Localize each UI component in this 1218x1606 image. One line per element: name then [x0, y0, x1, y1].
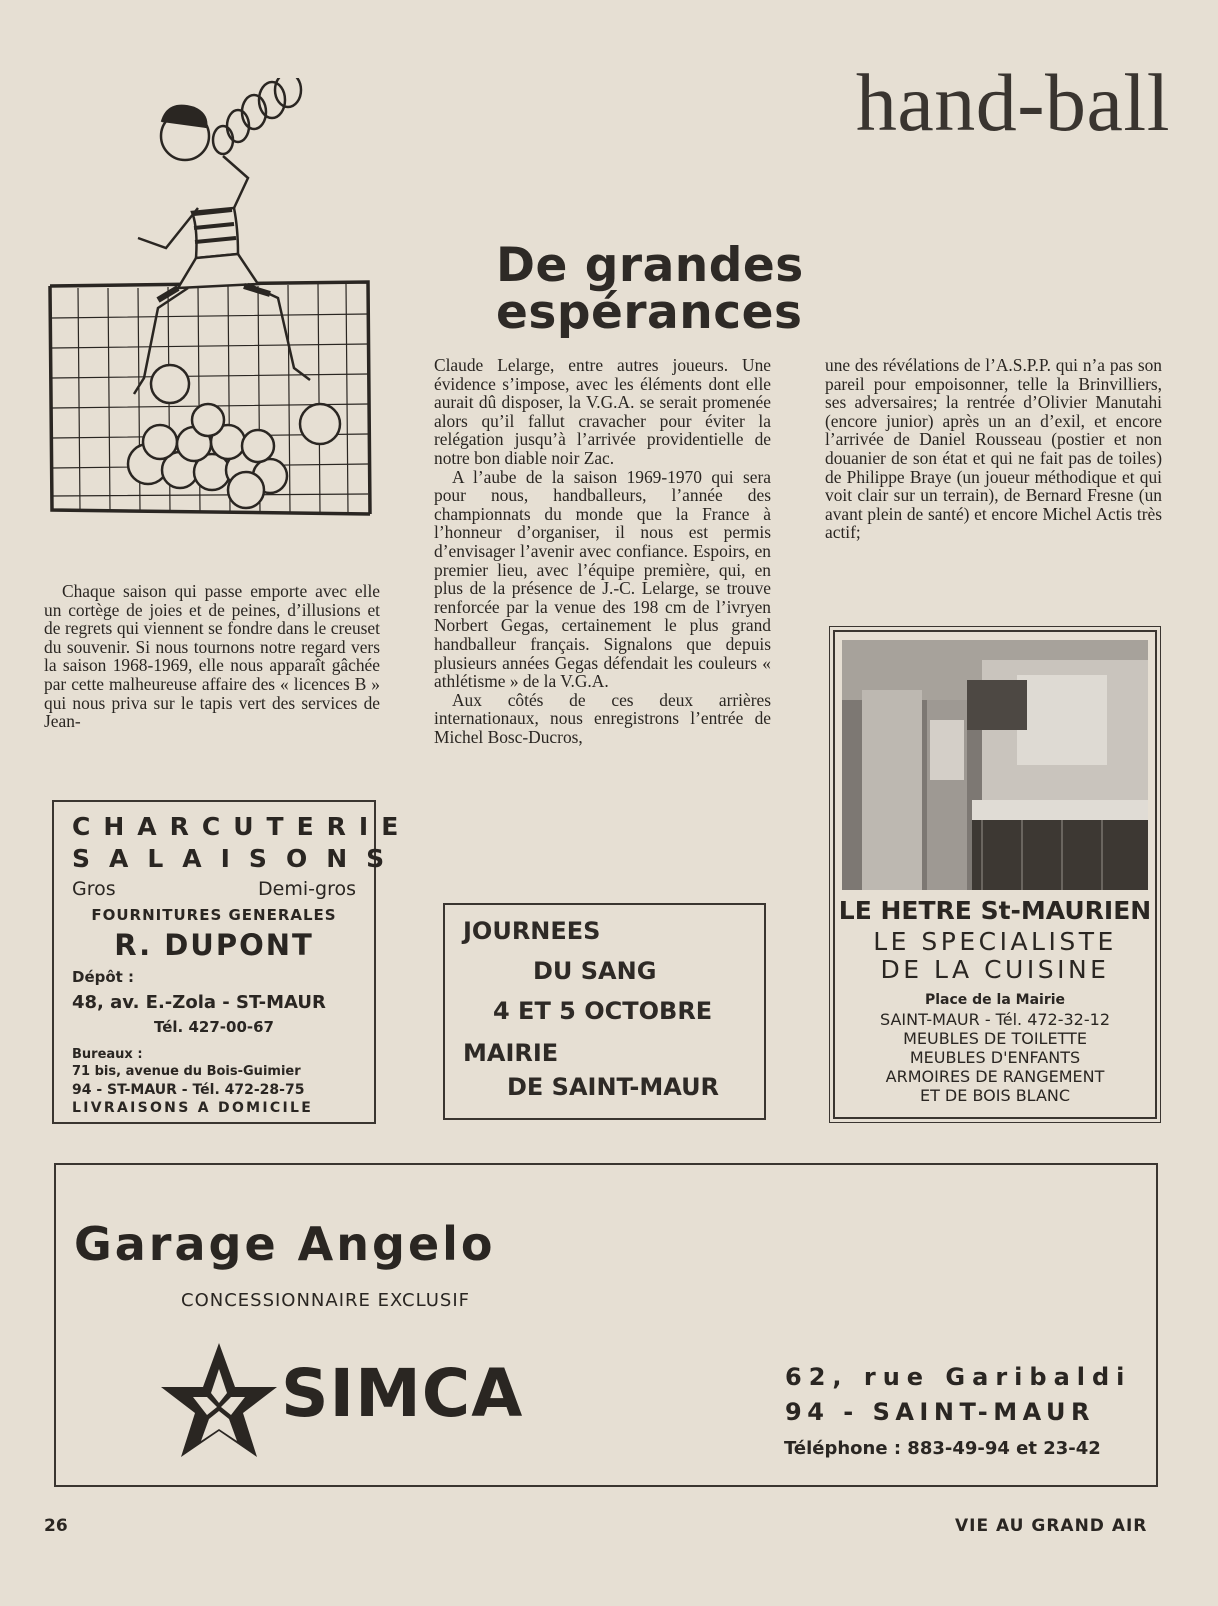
- notice-line: DE SAINT-MAUR: [507, 1073, 720, 1101]
- article-column-3: [825, 356, 1162, 542]
- article-column-1: [44, 582, 380, 731]
- kitchen-photo: [842, 640, 1148, 890]
- ad-address: 94 - SAINT-MAUR: [785, 1398, 1095, 1426]
- ad-heading: CHARCUTERIE: [72, 812, 412, 841]
- ad-tagline: LE SPECIALISTE: [873, 927, 1117, 956]
- ad-product: MEUBLES D'ENFANTS: [909, 1048, 1081, 1067]
- page-number: 26: [44, 1516, 68, 1536]
- handball-goalkeeper-illustration: [48, 78, 378, 528]
- ad-brand: SIMCA: [281, 1355, 524, 1432]
- ad-business-name: Garage Angelo: [74, 1217, 496, 1271]
- garage-advertisement: [54, 1163, 1158, 1487]
- ad-phone: SAINT-MAUR - Tél. 472-32-12: [879, 1010, 1110, 1029]
- ad-address: 62, rue Garibaldi: [785, 1363, 1132, 1391]
- notice-line: JOURNEES: [463, 917, 601, 945]
- ad-product: ET DE BOIS BLANC: [919, 1086, 1071, 1105]
- charcuterie-advertisement: [52, 800, 412, 1124]
- blood-drive-notice: [443, 903, 766, 1120]
- article-paragraph: A l’aube de la saison 1969-1970 qui sera pour nous, handballeurs, l’année des championnats du monde que la France à l’honneur d’organiser, il nous est permis d’envisager l’avenir avec confiance. Espoirs, en premier lieu, avec l’équipe première, qui, en plus de la présence de J.-C. Lelarge, se trouve renforcée par la venue des 198 cm de l’ivryen Norbert Gegas, certainement le plus grand handballeur français. Signalons que depuis plusieurs années Gegas défendait les couleurs « athlétisme » de la V.G.A.: [434, 466, 771, 692]
- ad-business-name: R. DUPONT: [114, 928, 314, 962]
- ad-heading: SALAISONS: [72, 844, 404, 873]
- ad-text: Gros: [72, 878, 116, 900]
- article-paragraph: Aux côtés de ces deux arrières internationaux, nous enregistrons l’entrée de Michel Bosc-Ducros,: [434, 689, 771, 747]
- article-paragraph: Chaque saison qui passe emporte avec elle un cortège de joies et de peines, d’illusions et de regrets qui viennent se fondre dans le creuset du souvenir. Si nous tournons notre regard vers la saison 1968-1969, elle nous apparaît gâchée par cette malheureuse affaire des « licences B » qui nous priva sur le tapis vert des services de Jean-: [44, 581, 380, 732]
- ad-product: MEUBLES DE TOILETTE: [903, 1029, 1087, 1048]
- magazine-title: VIE AU GRAND AIR: [955, 1516, 1148, 1536]
- kitchen-store-advertisement: [833, 630, 1157, 1119]
- section-title: hand-ball: [855, 57, 1170, 148]
- ad-row: [72, 878, 356, 900]
- ad-address: 71 bis, avenue du Bois-Guimier: [72, 1064, 301, 1079]
- ad-text: Bureaux :: [72, 1047, 143, 1062]
- article-paragraph: Claude Lelarge, entre autres joueurs. Une évidence s’impose, avec les éléments dont elle aurait dû disposer, la V.G.A. se serait promenée alors qu’il fallut cravacher pour éviter la relégation jusqu’à l’arrivée providentielle de notre bon diable noir Zac.: [434, 355, 771, 468]
- notice-line: 4 ET 5 OCTOBRE: [493, 997, 713, 1025]
- ad-phone: Tél. 427-00-67: [154, 1018, 274, 1036]
- ad-subtitle: CONCESSIONNAIRE EXCLUSIF: [181, 1290, 470, 1311]
- ad-text: Dépôt :: [72, 968, 135, 986]
- ad-text: LIVRAISONS A DOMICILE: [72, 1100, 314, 1116]
- ad-address: Place de la Mairie: [924, 992, 1066, 1008]
- ad-business-name: LE HETRE St-MAURIEN: [838, 896, 1152, 925]
- simca-star-logo-icon: [159, 1341, 279, 1461]
- ad-text: Demi-gros: [258, 878, 356, 900]
- ad-product: ARMOIRES DE RANGEMENT: [885, 1067, 1105, 1086]
- notice-line: MAIRIE: [463, 1039, 559, 1067]
- ad-tagline: DE LA CUISINE: [880, 955, 1110, 984]
- article-column-2: [434, 356, 771, 746]
- ad-address: 48, av. E.-Zola - ST-MAUR: [72, 992, 326, 1013]
- article-paragraph: une des révélations de l’A.S.P.P. qui n’a pas son pareil pour empoisonner, telle la Brinvilliers, ses adversaires; la rentrée d’Olivier Manutahi (encore junior) après un an d’exil, et encore l’arrivée de Daniel Rousseau (postier et non douanier de son état et qui ne fait pas de toiles) de Philippe Braye (un joueur méthodique et qui voit clair sur un terrain), de Bernard Fresne (un avant plein de santé) et encore Michel Actis très actif;: [825, 355, 1162, 543]
- article-headline: De grandes espérances: [496, 238, 804, 340]
- ad-address: 94 - ST-MAUR - Tél. 472-28-75: [72, 1082, 305, 1098]
- ad-text: FOURNITURES GENERALES: [91, 906, 337, 924]
- ad-phone: Téléphone : 883-49-94 et 23-42: [784, 1438, 1101, 1459]
- notice-line: DU SANG: [533, 957, 657, 985]
